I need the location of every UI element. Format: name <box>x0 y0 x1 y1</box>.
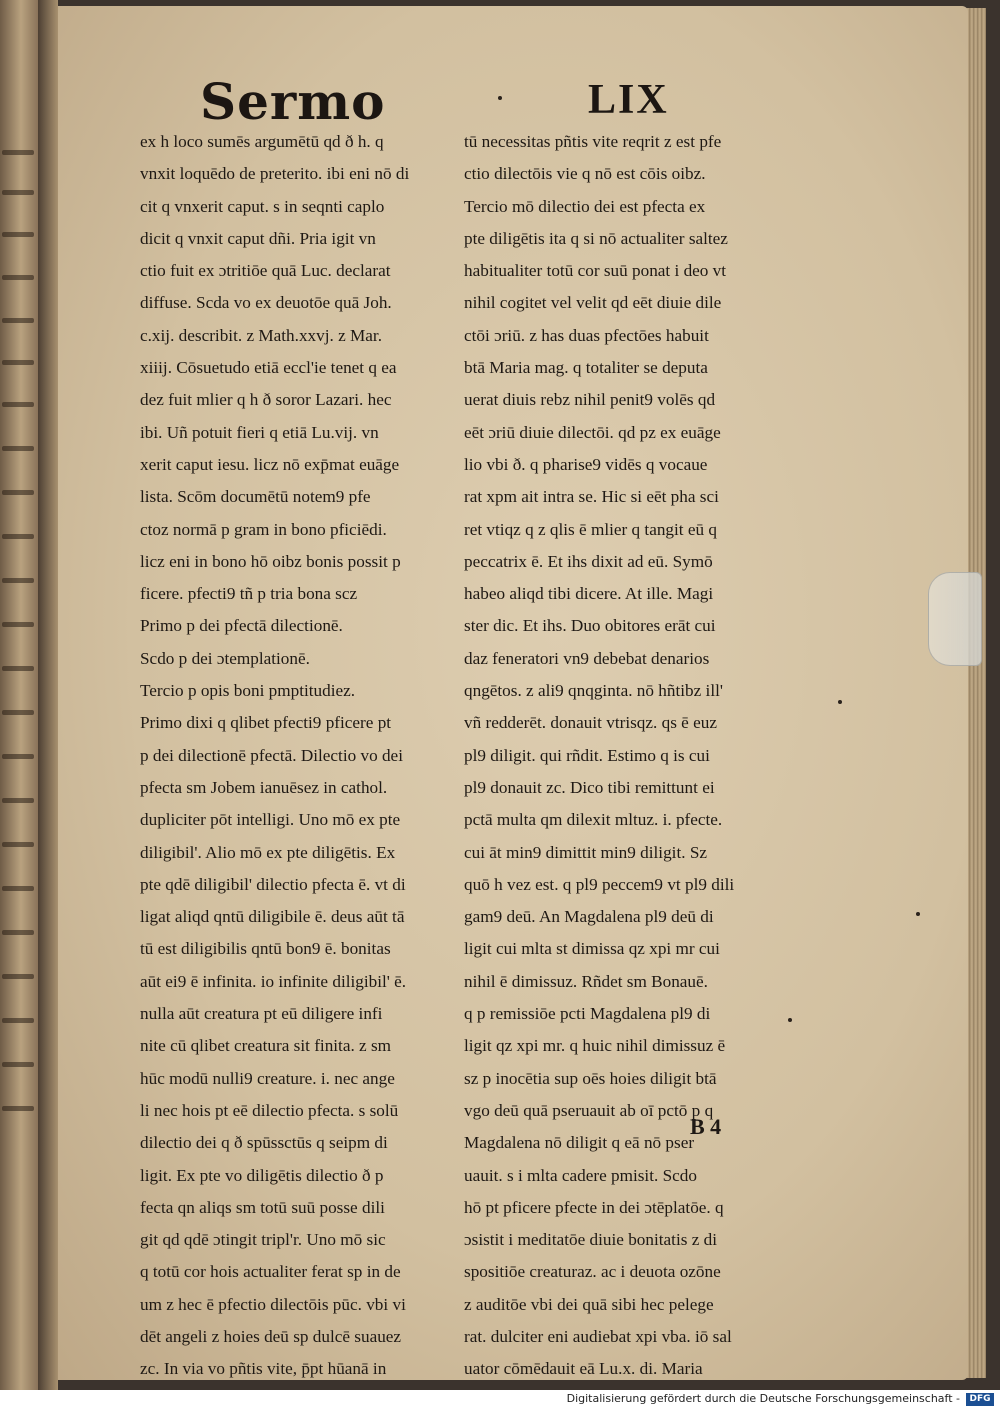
text-line: lista. Scōm documētū notem9 pfe <box>140 487 371 507</box>
text-line: pctā multa qm dilexit mltuz. i. pfecte. <box>464 810 723 830</box>
text-line: spositiōe creaturaz. ac i deuota ozōne <box>464 1262 721 1282</box>
text-line: ɔsistit i meditatōe diuie bonitatis z di <box>464 1230 717 1250</box>
signature-mark: B 4 <box>690 1114 722 1139</box>
text-line: quō h vez est. q pl9 peccem9 vt pl9 dili <box>464 874 735 894</box>
text-line: uerat diuis rebz nihil penit9 volēs qd <box>464 390 716 410</box>
text-line: ster dic. Et ihs. Duo obitores erāt cui <box>464 616 716 636</box>
text-line: q totū cor hois actualiter ferat sp in de <box>140 1262 401 1282</box>
folio-number: LIX <box>588 77 669 123</box>
text-line: habeo aliqd tibi dicere. At ille. Magi <box>464 584 714 604</box>
text-line: gam9 deū. An Magdalena pl9 deū di <box>464 907 714 927</box>
text-line: sz p inocētia sup oēs hoies diligit btā <box>464 1068 717 1088</box>
text-line: ctōi ɔriū. z has duas pfectōes habuit <box>464 325 709 345</box>
text-line: hūc modū nulli9 creature. i. nec ange <box>140 1068 395 1088</box>
text-line: c.xij. describit. z Math.xxvj. z Mar. <box>140 325 383 345</box>
text-line: uauit. s i mlta cadere pmisit. Scdo <box>464 1165 697 1185</box>
text-line: nite cū qlibet creatura sit finita. z sm <box>140 1036 392 1056</box>
text-line: diffuse. Scda vo ex deuotōe quā Joh. <box>140 293 392 313</box>
text-line: ligit cui mlta st dimissa qz xpi mr cui <box>464 939 720 959</box>
text-line: qngētos. z ali9 qnqginta. nō hñtibz ill' <box>464 681 723 701</box>
text-line: eēt ɔriū diuie dilectōi. qd pz ex euāge <box>464 422 721 442</box>
right-text-column <box>464 126 796 1390</box>
text-line: Magdalena nō diligit q eā nō pser <box>464 1133 695 1153</box>
text-line: nulla aūt creatura pt eū diligere infi <box>140 1004 383 1024</box>
text-line: nihil cogitet vel velit qd eēt diuie dile <box>464 293 722 313</box>
text-line: xiiij. Cōsuetudo etiā eccl'ie tenet q ea <box>140 358 397 378</box>
text-line: ctio dilectōis vie q nō est cōis oibz. <box>464 164 706 184</box>
text-line: uator cōmēdauit eā Lu.x. di. Maria <box>464 1359 703 1379</box>
text-line: Primo p dei pfectā dilectionē. <box>140 616 343 636</box>
text-line: dicit q vnxit caput dñi. Pria igit vn <box>140 228 376 248</box>
text-line: rat xpm ait intra se. Hic si eēt pha sci <box>464 487 719 507</box>
text-line: dez fuit mlier q h ð soror Lazari. hec <box>140 390 392 410</box>
text-line: hō pt pficere pfecte in dei ɔtēplatōe. q <box>464 1197 724 1217</box>
text-line: pte qdē diligibil' dilectio pfecta ē. vt di <box>140 874 406 894</box>
text-line: ctio fuit ex ɔtritiōe quā Luc. declarat <box>140 261 391 281</box>
text-line: Primo dixi q qlibet pfecti9 pficere pt <box>140 713 392 733</box>
text-line: lio vbi ð. q pharise9 vidēs q vocaue <box>464 454 708 474</box>
text-line: vnxit loquēdo de preterito. ibi eni nō di <box>140 164 410 184</box>
text-line: um z hec ē pfectio dilectōis pūc. vbi vi <box>140 1294 406 1314</box>
running-head: Sermo <box>200 72 386 131</box>
text-line: Tercio p opis boni pmptitudiez. <box>140 681 356 701</box>
text-line: aūt ei9 ē infinita. io infinite diligibil' ē. <box>140 971 407 991</box>
text-line: dupliciter pōt intelligi. Uno mō ex pte <box>140 810 401 830</box>
text-line: licz eni in bono hō oibz bonis possit p <box>140 551 401 571</box>
text-line: Tercio mō dilectio dei est pfecta ex <box>464 196 706 216</box>
text-line: li nec hois pt eē dilectio pfecta. s solū <box>140 1100 399 1120</box>
text-line: daz feneratori vn9 debebat denarios <box>464 648 710 668</box>
text-line: habitualiter totū cor suū ponat i deo vt <box>464 261 727 281</box>
text-line: btā Maria mag. q totaliter se deputa <box>464 358 708 378</box>
footer-bar <box>0 1390 1000 1410</box>
text-line: p dei dilectionē pfectā. Dilectio vo dei <box>140 745 403 765</box>
left-text-column <box>140 126 472 1390</box>
text-line: ibi. Uñ potuit fieri q etiā Lu.vij. vn <box>140 422 379 442</box>
text-line: ctoz normā p gram in bono pficiēdi. <box>140 519 387 539</box>
text-line: ligat aliqd qntū diligibile ē. deus aūt tā <box>140 907 405 927</box>
text-line: pfecta sm Jobem ianuēsez in cathol. <box>140 777 388 797</box>
page-clip <box>928 572 982 666</box>
text-line: Scdo p dei ɔtemplationē. <box>140 648 310 668</box>
text-line: xerit caput iesu. licz nō exp̄mat euāge <box>140 454 400 474</box>
page-stack-edge <box>966 8 986 1378</box>
text-line: z auditōe vbi dei quā sibi hec pelege <box>464 1294 714 1314</box>
text-line: q p remissiōe pcti Magdalena pl9 di <box>464 1004 711 1024</box>
text-line: pte diligētis ita q si nō actualiter saltez <box>464 228 728 248</box>
text-line: ret vtiqz q z qlis ē mlier q tangit eū q <box>464 519 717 539</box>
text-line: ex h loco sumēs argumētū qd ð h. q <box>140 132 384 151</box>
text-line: dilectio dei q ð spūssctūs q seipm di <box>140 1133 388 1153</box>
text-line: ligit. Ex pte vo diligētis dilectio ð p <box>140 1165 384 1185</box>
facing-page-edge <box>0 0 38 1390</box>
text-line: git qd qdē ɔtingit tripl'r. Uno mō sic <box>140 1230 386 1250</box>
text-line: nihil ē dimissuz. Rñdet sm Bonauē. <box>464 971 708 991</box>
text-line: fecta qn aliqs sm totū suū posse dili <box>140 1197 385 1217</box>
text-line: diligibil'. Alio mō ex pte diligētis. Ex <box>140 842 396 862</box>
text-line: pl9 diligit. qui rñdit. Estimo q is cui <box>464 745 710 765</box>
text-line: cit q vnxerit caput. s in seqnti caplo <box>140 196 385 216</box>
page-header <box>140 72 700 132</box>
text-line: tū est diligibilis qntū bon9 ē. bonitas <box>140 939 391 959</box>
text-line: dēt angeli z hoies deū sp dulcē suauez <box>140 1326 402 1346</box>
text-line: ficere. pfecti9 tñ p tria bona scz <box>140 584 358 604</box>
text-line: vñ redderēt. donauit vtrisqz. qs ē euz <box>464 713 717 733</box>
text-line: pl9 donauit zc. Dico tibi remittunt ei <box>464 777 715 797</box>
text-line: peccatrix ē. Et ihs dixit ad eū. Symō <box>464 551 713 571</box>
footer-credit: Digitalisierung gefördert durch die Deutsche Forschungsgemeinschaft - <box>566 1392 960 1405</box>
text-line: vgo deū quā pseruauit ab oī pctō p q <box>464 1100 714 1120</box>
book-gutter <box>38 0 58 1390</box>
dfg-logo-icon: DFG <box>966 1393 994 1406</box>
text-line: ligit qz xpi mr. q huic nihil dimissuz ē <box>464 1036 726 1056</box>
text-line: zc. In via vo pñtis vite, p̄pt hūanā in <box>140 1359 387 1379</box>
text-line: rat. dulciter eni audiebat xpi vba. iō sal <box>464 1326 732 1346</box>
text-line: cui āt min9 dimittit min9 diligit. Sz <box>464 842 708 862</box>
text-line: tū necessitas pñtis vite reqrit z est pfe <box>464 132 722 151</box>
